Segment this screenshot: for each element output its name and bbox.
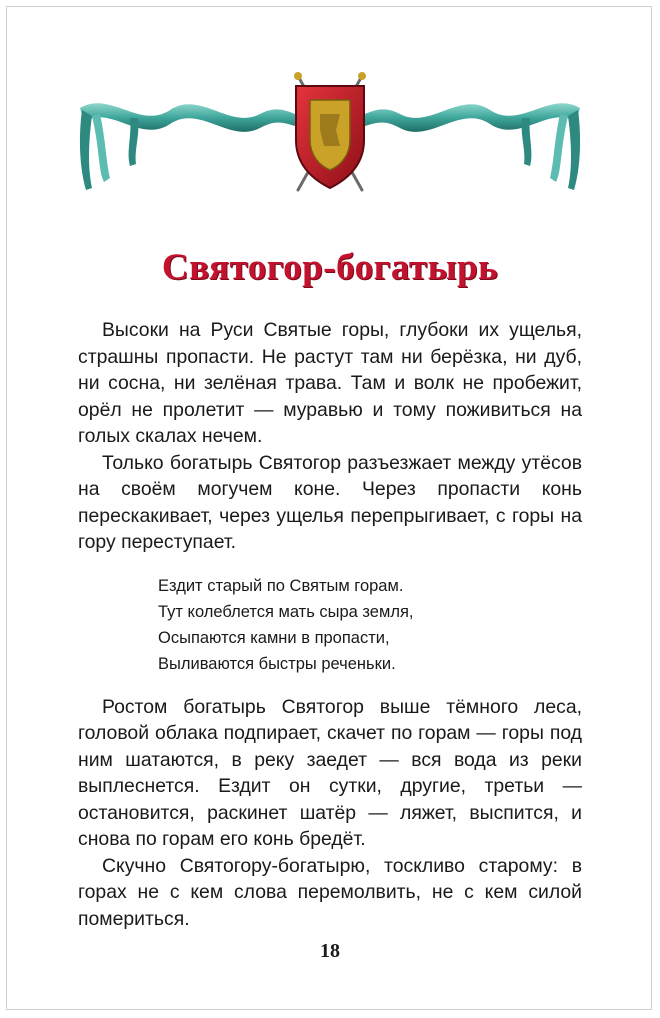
chapter-text bbox=[78, 317, 582, 932]
paragraph-1: Высоки на Руси Святые горы, глубоки их ущелья, страшны пропасти. Не растут там ни берёзка, ни дуб, ни сосна, ни зелёная трава. Там и волк не пробежит, орёл не пролетит — муравью и тому поживиться на голых скалах нечем. bbox=[78, 319, 582, 447]
chapter-title: Святогор-богатырь bbox=[161, 247, 499, 288]
ribbon-shield-ornament bbox=[70, 70, 590, 200]
right-ribbon bbox=[365, 103, 580, 190]
left-ribbon bbox=[80, 103, 295, 190]
page-number: 18 bbox=[320, 940, 340, 962]
paragraph-2: Только богатырь Святогор разъезжает между утёсов на своём могучем коне. Через пропасти конь перескакивает, через ущелья перепрыгивает, с горы на гору переступает. bbox=[78, 451, 582, 553]
verse-block bbox=[158, 573, 582, 677]
paragraph-3: Ростом богатырь Святогор выше тёмного леса, головой облака подпирает, скачет по горам — горы под ним шатаются, в реку заедет — вся вода из реки выплеснется. Ездит он сутки, другие, третьи — остановится, раскинет шатёр — ляжет, выспится, и снова по горам его конь бредёт. bbox=[78, 695, 582, 850]
verse-line-4: Выливаются быстры реченьки. bbox=[158, 654, 396, 673]
verse-line-3: Осыпаются камни в пропасти, bbox=[158, 628, 390, 647]
verse-line-1: Ездит старый по Святым горам. bbox=[158, 576, 404, 595]
verse-line-2: Тут колеблется мать сыра земля, bbox=[158, 602, 414, 621]
paragraph-4: Скучно Святогору-богатырю, тоскливо старому: в горах не с кем слова перемолвить, не с кем силой помериться. bbox=[78, 854, 582, 930]
